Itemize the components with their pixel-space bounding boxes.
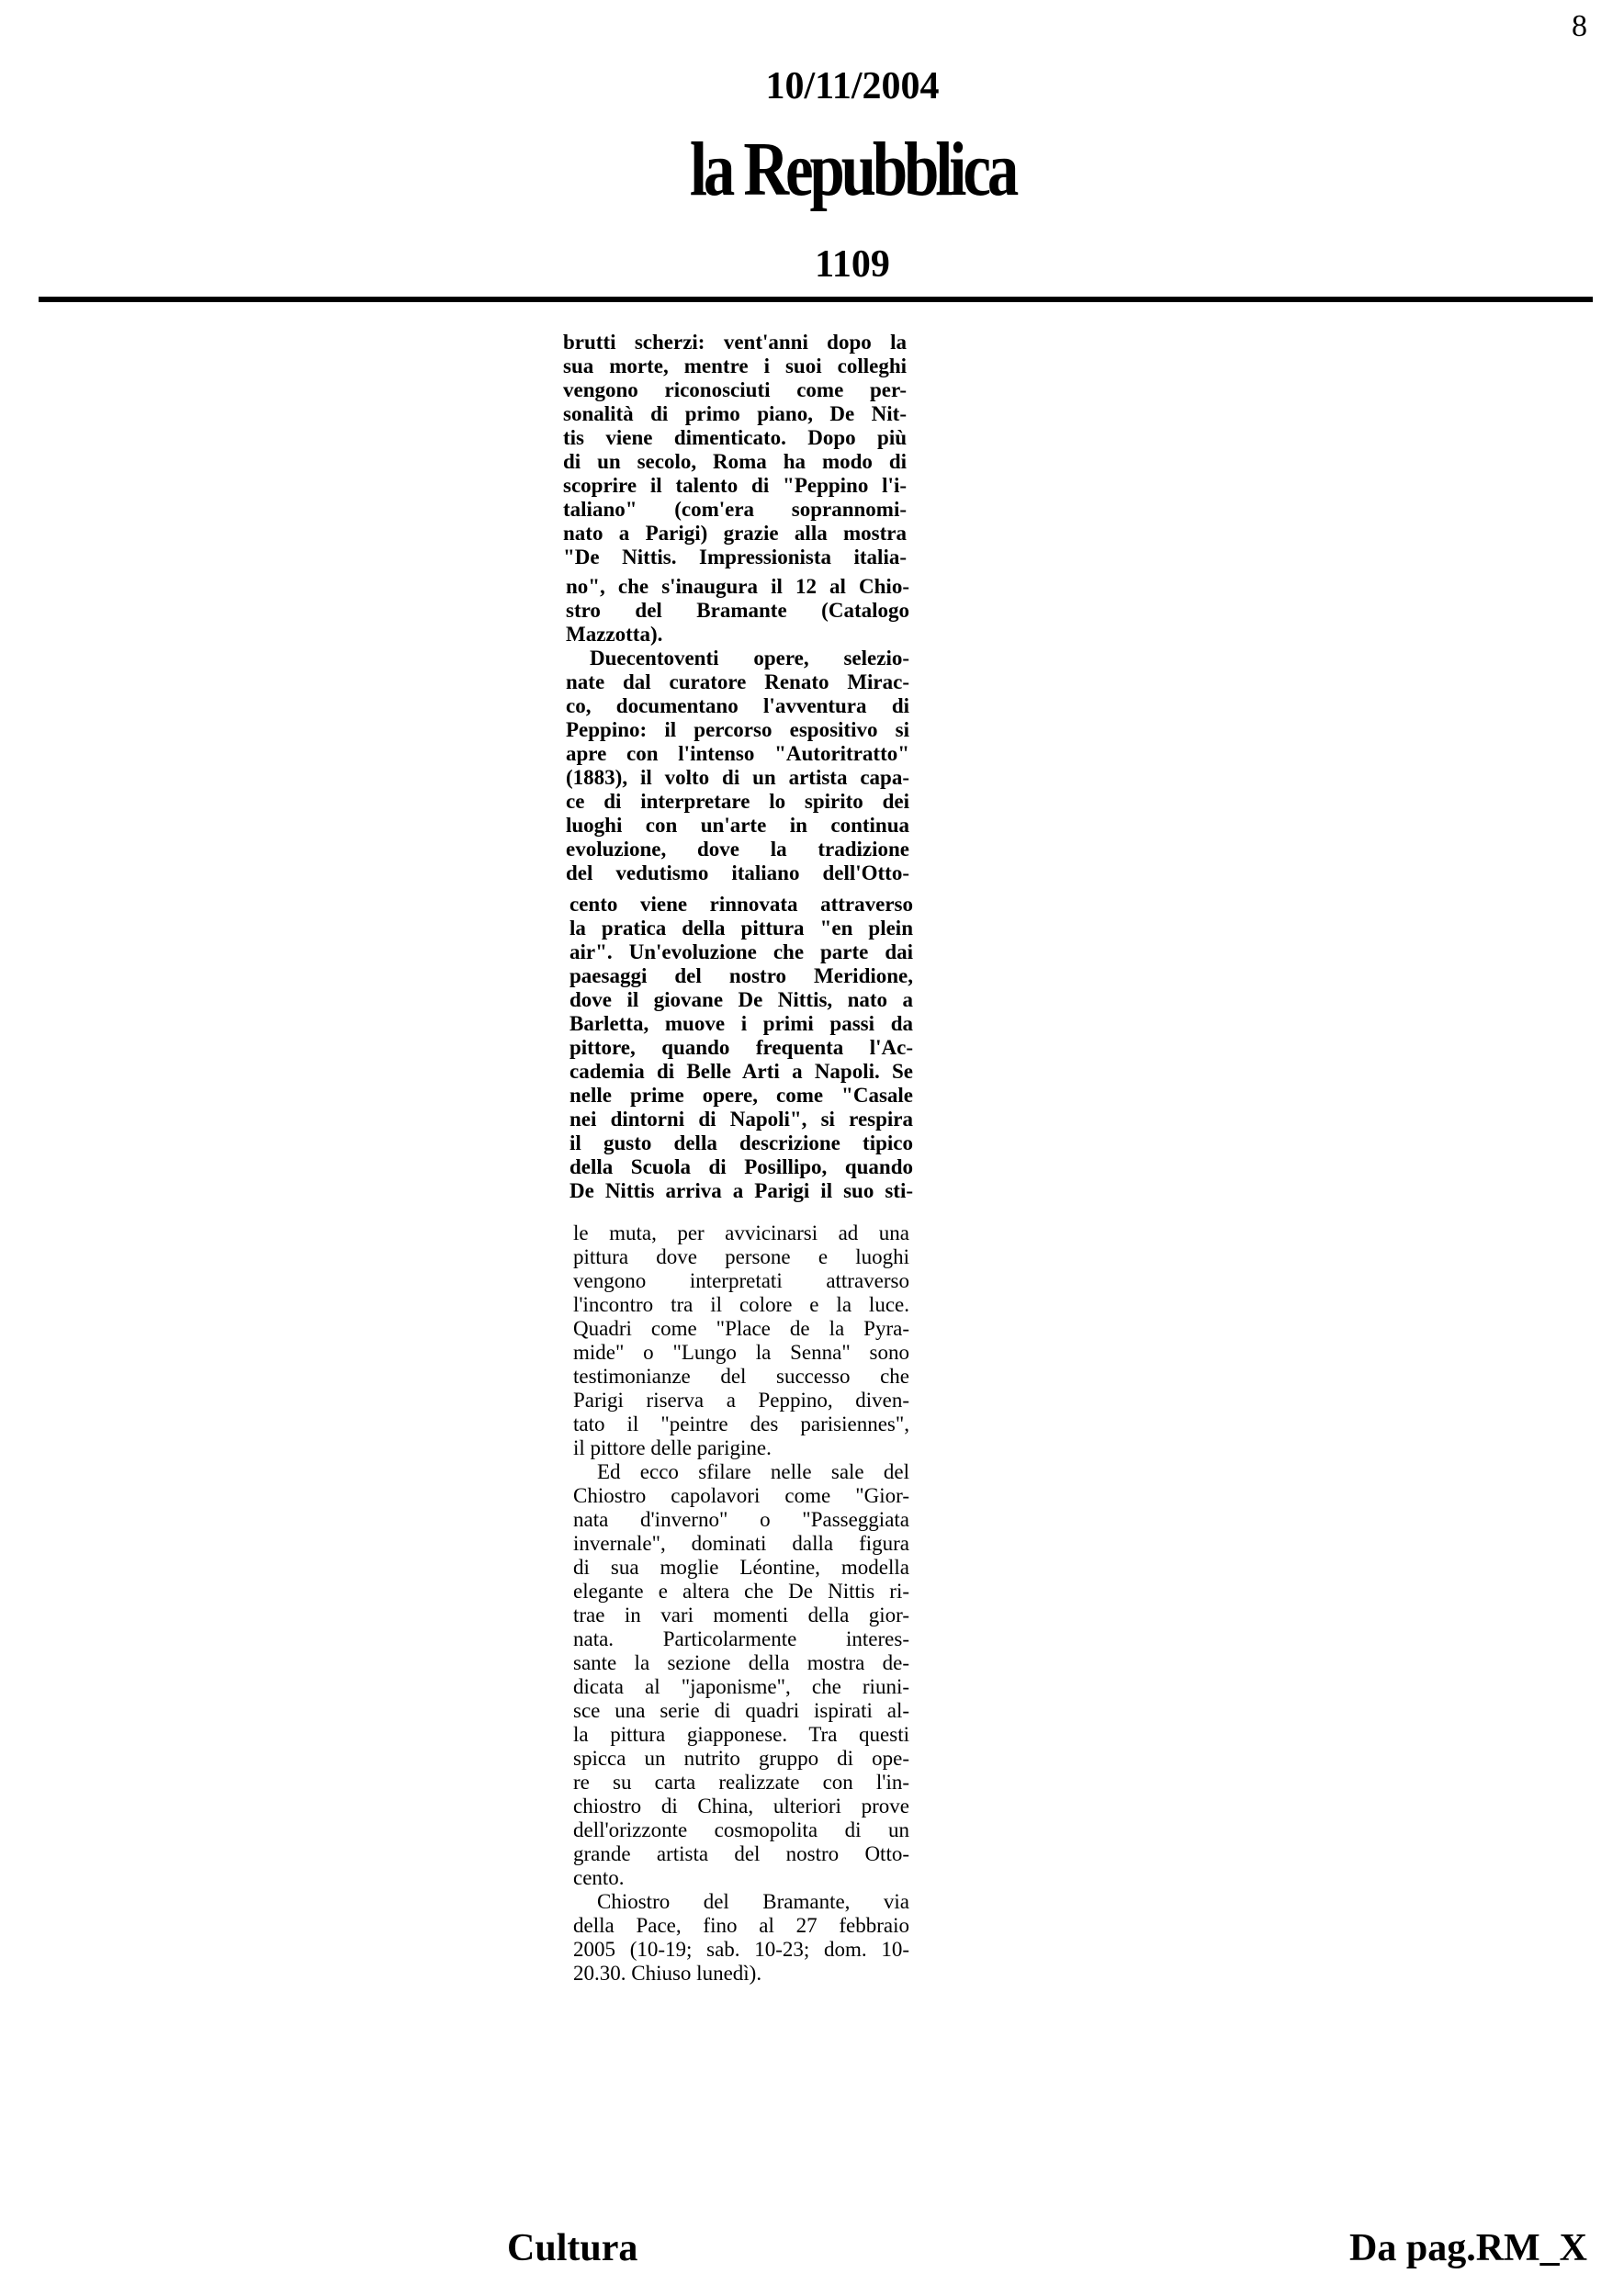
text-line: ce di interpretare lo spirito dei <box>566 790 909 813</box>
text-line: Quadri come "Place de la Pyra- <box>573 1317 909 1340</box>
text-line: mide" o "Lungo la Senna" sono <box>573 1341 909 1364</box>
text-line: nato a Parigi) grazie alla mostra <box>563 522 907 545</box>
text-line: cento. <box>573 1866 625 1889</box>
newspaper-masthead: la Repubblica <box>689 127 1016 212</box>
text-line: il pittore delle parigine. <box>573 1436 772 1459</box>
text-line: tato il "peintre des parisiennes", <box>573 1412 909 1435</box>
text-line: dicata al "japonisme", che riuni- <box>573 1675 909 1698</box>
text-line: evoluzione, dove la tradizione <box>566 838 909 861</box>
text-line: di sua moglie Léontine, modella <box>573 1556 909 1579</box>
text-line: cento viene rinnovata attraverso <box>570 893 913 916</box>
text-line: luoghi con un'arte in continua <box>566 814 909 837</box>
text-line: il gusto della descrizione tipico <box>570 1131 913 1154</box>
text-line: Ed ecco sfilare nelle sale del <box>597 1460 909 1483</box>
text-line: nata d'inverno" o "Passeggiata <box>573 1508 909 1531</box>
text-line: Barletta, muove i primi passi da <box>570 1012 913 1035</box>
text-line: sante la sezione della mostra de- <box>573 1651 909 1674</box>
text-line: trae in vari momenti della gior- <box>573 1604 909 1626</box>
article-block-3 <box>570 893 913 1203</box>
issue-code: 1109 <box>815 243 890 286</box>
text-line: stro del Bramante (Catalogo <box>566 599 909 622</box>
text-line: tis viene dimenticato. Dopo più <box>563 426 907 449</box>
text-line: no", che s'inaugura il 12 al Chio- <box>566 575 909 598</box>
article-paragraph <box>566 647 909 885</box>
text-line: Chiostro del Bramante, via <box>597 1890 909 1913</box>
article-paragraph <box>573 1221 909 1460</box>
article-paragraph <box>573 1460 909 1890</box>
text-line: Peppino: il percorso espositivo si <box>566 718 909 741</box>
text-line: nate dal curatore Renato Mirac- <box>566 670 909 693</box>
text-line: 2005 (10-19; sab. 10-23; dom. 10- <box>573 1938 909 1961</box>
text-line: nata. Particolarmente interes- <box>573 1627 909 1650</box>
text-line: spicca un nutrito gruppo di ope- <box>573 1747 909 1770</box>
article-block-1 <box>563 331 907 569</box>
text-line: l'incontro tra il colore e la luce. <box>573 1293 909 1316</box>
text-line: "De Nittis. Impressionista italia- <box>563 546 907 568</box>
article-paragraph <box>570 893 913 1203</box>
text-line: grande artista del nostro Otto- <box>573 1842 909 1865</box>
text-line: De Nittis arriva a Parigi il suo sti- <box>570 1179 913 1202</box>
article-paragraph <box>566 575 909 647</box>
text-line: cademia di Belle Arti a Napoli. Se <box>570 1060 913 1083</box>
text-line: re su carta realizzate con l'in- <box>573 1771 909 1794</box>
header-divider <box>39 297 1593 302</box>
publication-date: 10/11/2004 <box>765 65 940 107</box>
text-line: sua morte, mentre i suoi colleghi <box>563 355 907 377</box>
text-line: elegante e altera che De Nittis ri- <box>573 1580 909 1603</box>
text-line: chiostro di China, ulteriori prove <box>573 1795 909 1818</box>
text-line: pittura dove persone e luoghi <box>573 1245 909 1268</box>
text-line: di un secolo, Roma ha modo di <box>563 450 907 473</box>
source-label: Da pag.RM_X <box>1349 2227 1587 2269</box>
text-line: apre con l'intenso "Autoritratto" <box>566 742 909 765</box>
text-line: nelle prime opere, come "Casale <box>570 1084 913 1107</box>
article-block-2 <box>566 575 909 885</box>
text-line: Chiostro capolavori come "Gior- <box>573 1484 909 1507</box>
text-line: scoprire il talento di "Peppino l'i- <box>563 474 907 497</box>
article-block-4 <box>573 1221 909 1986</box>
text-line: vengono riconosciuti come per- <box>563 378 907 401</box>
text-line: brutti scherzi: vent'anni dopo la <box>563 331 907 354</box>
section-label: Cultura <box>507 2227 638 2269</box>
text-line: 20.30. Chiuso lunedì). <box>573 1962 762 1985</box>
text-line: paesaggi del nostro Meridione, <box>570 964 913 987</box>
text-line: air". Un'evoluzione che parte dai <box>570 940 913 963</box>
text-line: sce una serie di quadri ispirati al- <box>573 1699 909 1722</box>
text-line: invernale", dominati dalla figura <box>573 1532 909 1555</box>
text-line: (1883), il volto di un artista capa- <box>566 766 909 789</box>
text-line: la pratica della pittura "en plein <box>570 917 913 940</box>
text-line: taliano" (com'era soprannomi- <box>563 498 907 521</box>
page-number: 8 <box>1572 9 1587 43</box>
text-line: testimonianze del successo che <box>573 1365 909 1388</box>
text-line: co, documentano l'avventura di <box>566 694 909 717</box>
text-line: pittore, quando frequenta l'Ac- <box>570 1036 913 1059</box>
text-line: Mazzotta). <box>566 623 663 646</box>
article-paragraph <box>563 331 907 569</box>
text-line: sonalità di primo piano, De Nit- <box>563 402 907 425</box>
text-line: Parigi riserva a Peppino, diven- <box>573 1389 909 1412</box>
text-line: dove il giovane De Nittis, nato a <box>570 988 913 1011</box>
text-line: vengono interpretati attraverso <box>573 1269 909 1292</box>
text-line: della Scuola di Posillipo, quando <box>570 1155 913 1178</box>
text-line: del vedutismo italiano dell'Otto- <box>566 861 909 884</box>
text-line: Duecentoventi opere, selezio- <box>590 647 909 670</box>
text-line: dell'orizzonte cosmopolita di un <box>573 1818 909 1841</box>
text-line: le muta, per avvicinarsi ad una <box>573 1221 909 1244</box>
text-line: la pittura giapponese. Tra questi <box>573 1723 909 1746</box>
text-line: nei dintorni di Napoli", si respira <box>570 1108 913 1131</box>
article-paragraph <box>573 1890 909 1986</box>
text-line: della Pace, fino al 27 febbraio <box>573 1914 909 1937</box>
